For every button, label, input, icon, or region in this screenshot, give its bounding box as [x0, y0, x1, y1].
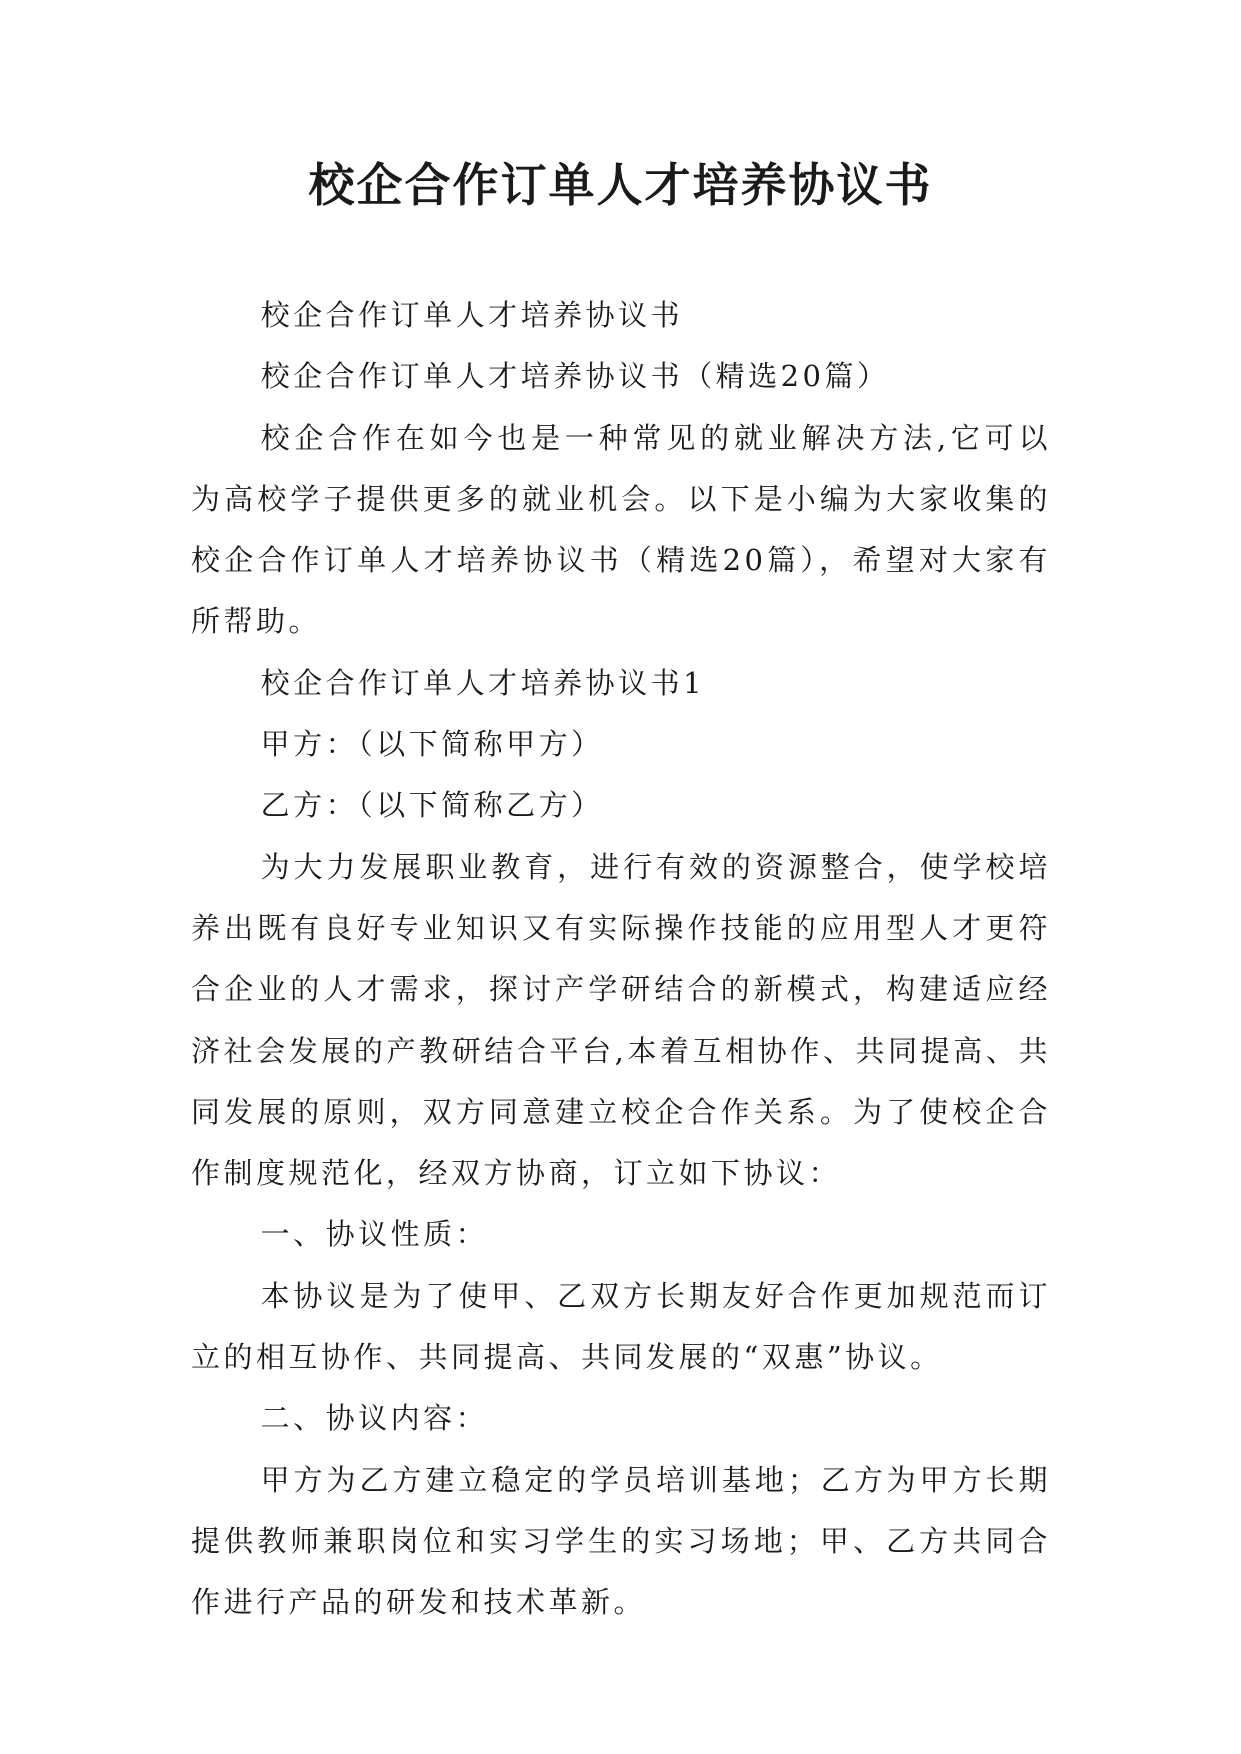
paragraph-heading-repeat: 校企合作订单人才培养协议书	[260, 298, 684, 332]
paragraph-party-b: 乙方：（以下简称乙方）	[260, 788, 604, 823]
paragraph-clause-2-body: 甲方为乙方建立稳定的学员培训基地；乙方为甲方长期提供教师兼职岗位和实习学生的实习场地；甲、乙方共同合作进行产品的研发和技术革新。	[191, 1462, 1051, 1620]
paragraph-intro: 校企合作在如今也是一种常见的就业解决方法,它可以为高校学子提供更多的就业机会。以下是小编为大家收集的校企合作订单人才培养协议书（精选20篇），希望对大家有所帮助。	[191, 420, 1051, 639]
paragraph-clause-1-heading: 一、协议性质：	[260, 1217, 489, 1252]
paragraph-subtitle: 校企合作订单人才培养协议书（精选20篇）	[260, 359, 890, 394]
paragraph-section-title: 校企合作订单人才培养协议书1	[260, 665, 706, 700]
paragraph-clause-1-body: 本协议是为了使甲、乙双方长期友好合作更加规范而订立的相互协作、共同提高、共同发展的“双惠”协议。	[191, 1278, 1051, 1375]
document-body	[191, 285, 1051, 1634]
paragraph-clause-2-heading: 二、协议内容：	[260, 1401, 489, 1436]
document-title: 校企合作订单人才培养协议书	[308, 158, 933, 212]
paragraph-party-a: 甲方：（以下简称甲方）	[260, 727, 604, 762]
paragraph-purpose: 为大力发展职业教育，进行有效的资源整合，使学校培养出既有良好专业知识又有实际操作技能的应用型人才更符合企业的人才需求，探讨产学研结合的新模式，构建适应经济社会发展的产教研结合平台,本着互相协作、共同提高、共同发展的原则，双方同意建立校企合作关系。为了使校企合作制度规范化，经双方协商，订立如下协议：	[191, 849, 1051, 1191]
